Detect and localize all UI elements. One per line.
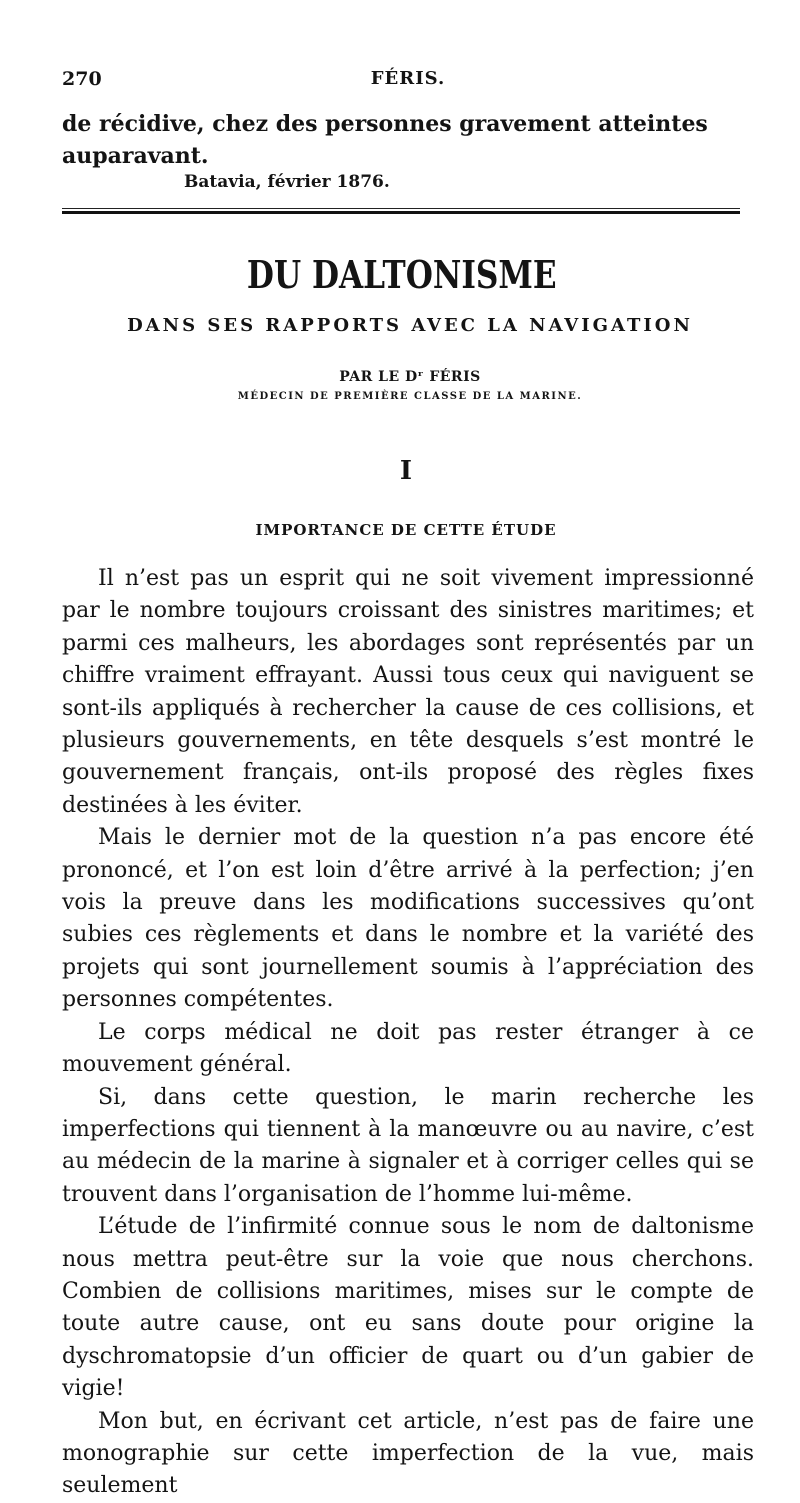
separator-rule-thin [62,208,740,209]
author-title: MÉDECIN DE PREMIÈRE CLASSE DE LA MARINE. [237,391,583,402]
section-title: IMPORTANCE DE CETTE ÉTUDE [255,521,557,539]
page-number: 270 [62,68,102,90]
separator-rule-thick [62,211,740,214]
body-paragraph: Il n’est pas un esprit qui ne soit vivement impressionné par le nombre toujours croissant des sinistres maritimes; et parmi ces malheurs, les abordages sont représentés par un chiffre vraiment effrayant. Aussi tous ceux qui naviguent se sont-ils appliqués à rechercher la cause de ces collisions, et plusieurs gouvernements, en tête desquels s’est montré le gouvernement français, ont-ils proposé des règles fixes destinées à les éviter. [62,566,754,818]
running-title: FÉRIS. [370,68,446,89]
previous-article-signature: Batavia, février 1876. [184,172,390,192]
article-body [62,563,754,1503]
body-paragraph: L’étude de l’infirmité connue sous le nom de daltonisme nous mettra peut-être sur la voie que nous cherchons. Combien de collisions maritimes, mises sur le compte de toute autre cause, ont eu sans doute pour origine la dyschromatopsie d’un officier de quart ou d’un gabier de vigie! [62,1214,754,1402]
article-author: PAR LE Dʳ FÉRIS [339,369,481,385]
body-paragraph: Si, dans cette question, le marin recherche les imperfections qui tiennent à la manœuvre ou au navire, c’est au médecin de la marine à signaler et à corriger celles qui se trouvent dans l’organisation de l’homme lui-même. [62,1084,754,1207]
body-paragraph: Mais le dernier mot de la question n’a pas encore été prononcé, et l’on est loin d’être arrivé à la perfection; j’en vois la preuve dans les modifications successives qu’ont subies ces règlements et dans le nombre et la variété des projets qui sont journellement soumis à l’appréciation des personnes compétentes. [62,825,754,1013]
article-subtitle: DANS SES RAPPORTS AVEC LA NAVIGATION [127,315,693,336]
section-number: I [399,456,413,486]
running-head [62,68,754,96]
body-paragraph: Le corps médical ne doit pas rester étranger à ce mouvement général. [62,1019,754,1078]
body-paragraph: Mon but, en écrivant cet article, n’est pas de faire une monographie sur cette imperfection de la vue, mais seulement [62,1408,754,1499]
previous-article-closing-text: de récidive, chez des personnes gravement atteintes auparavant. [62,111,708,169]
article-title: DU DALTONISME [246,252,557,297]
